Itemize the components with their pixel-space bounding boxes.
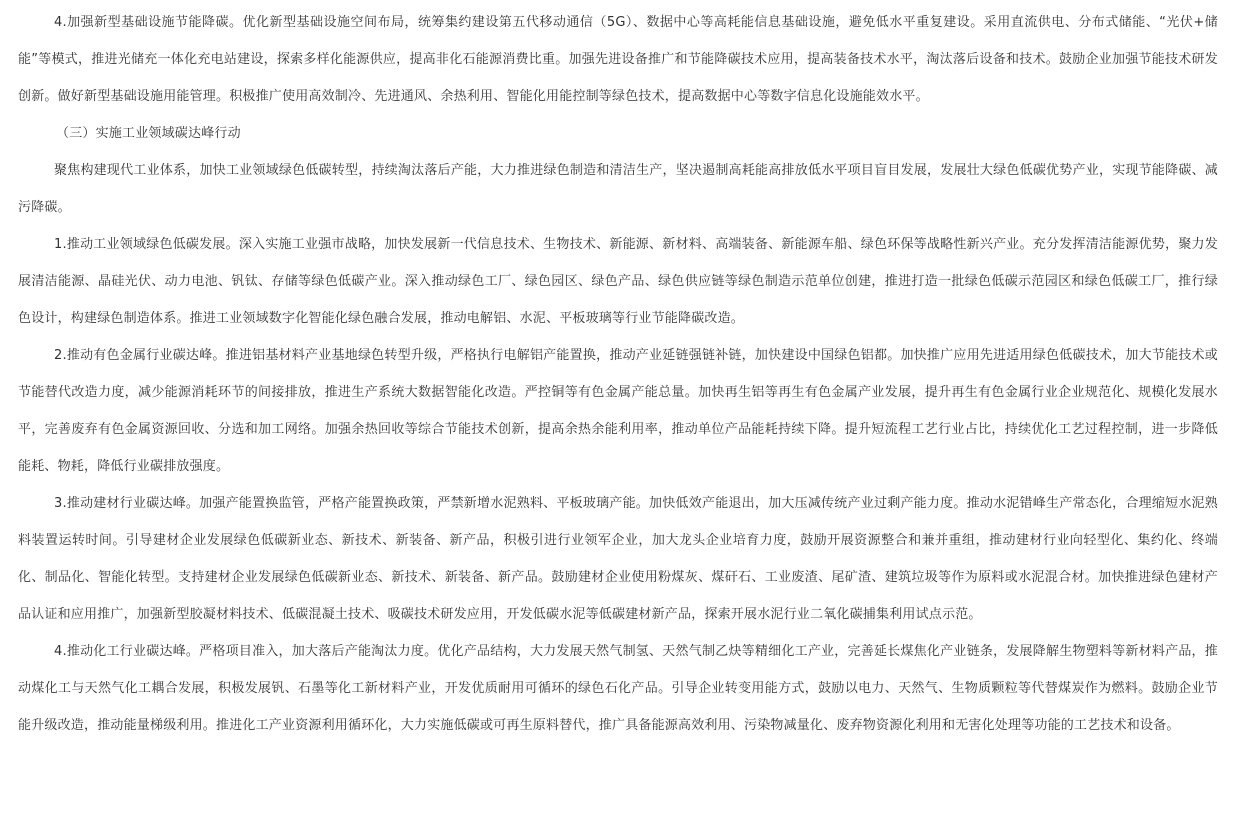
paragraph-new-infrastructure: 4.加强新型基础设施节能降碳。优化新型基础设施空间布局，统筹集约建设第五代移动通信（5G）、数据中心等高耗能信息基础设施，避免低水平重复建设。采用直流供电、分布式储能、“光伏+储能”等模式，推进光储充一体化充电站建设，探索多样化能源供应，提高非化石能源消费比重。加强先进设备推广和节能降碳技术应用，提高装备技术水平，淘汰落后设备和技术。鼓励企业加强节能技术研发创新。做好新型基础设施用能管理。积极推广使用高效制冷、先进通风、余热利用、智能化用能控制等绿色技术，提高数据中心等数字信息化设施能效水平。 <box>18 15 1218 104</box>
section-heading-industry: （三）实施工业领域碳达峰行动 <box>56 126 241 141</box>
article-body <box>18 4 1218 744</box>
paragraph-chemical-industry: 4.推动化工行业碳达峰。严格项目准入，加大落后产能淘汰力度。优化产品结构，大力发展天然气制氢、天然气制乙炔等精细化工产业，完善延长煤焦化产业链条，发展降解生物塑料等新材料产品，推动煤化工与天然气化工耦合发展，积极发展钒、石墨等化工新材料产业，开发优质耐用可循环的绿色石化产品。引导企业转变用能方式，鼓励以电力、天然气、生物质颗粒等代替煤炭作为燃料。鼓励企业节能升级改造，推动能量梯级利用。推进化工产业资源利用循环化，大力实施低碳或可再生原料替代，推广具备能源高效利用、污染物减量化、废弃物资源化利用和无害化处理等功能的工艺技术和设备。 <box>18 644 1218 733</box>
paragraph-nonferrous-metals: 2.推动有色金属行业碳达峰。推进铝基材料产业基地绿色转型升级，严格执行电解铝产能置换，推动产业延链强链补链，加快建设中国绿色铝都。加快推广应用先进适用绿色低碳技术，加大节能技术或节能替代改造力度，减少能源消耗环节的间接排放，推进生产系统大数据智能化改造。严控铜等有色金属产能总量。加快再生铝等再生有色金属产业发展，提升再生有色金属行业企业规范化、规模化发展水平，完善废弃有色金属资源回收、分选和加工网络。加强余热回收等综合节能技术创新，提高余热余能利用率，推动单位产品能耗持续下降。提升短流程工艺行业占比，持续优化工艺过程控制，进一步降低能耗、物耗，降低行业碳排放强度。 <box>18 348 1218 474</box>
paragraph-building-materials: 3.推动建材行业碳达峰。加强产能置换监管，严格产能置换政策，严禁新增水泥熟料、平板玻璃产能。加快低效产能退出，加大压减传统产业过剩产能力度。推动水泥错峰生产常态化，合理缩短水泥熟料装置运转时间。引导建材企业发展绿色低碳新业态、新技术、新装备、新产品，积极引进行业领军企业，加大龙头企业培育力度，鼓励开展资源整合和兼并重组，推动建材行业向轻型化、集约化、终端化、制品化、智能化转型。支持建材企业发展绿色低碳新业态、新技术、新装备、新产品。鼓励建材企业使用粉煤灰、煤矸石、工业废渣、尾矿渣、建筑垃圾等作为原料或水泥混合材。加快推进绿色建材产品认证和应用推广，加强新型胶凝材料技术、低碳混凝土技术、吸碳技术研发应用，开发低碳水泥等低碳建材新产品，探索开展水泥行业二氧化碳捕集利用试点示范。 <box>18 496 1218 622</box>
paragraph-industry-green: 1.推动工业领域绿色低碳发展。深入实施工业强市战略，加快发展新一代信息技术、生物技术、新能源、新材料、高端装备、新能源车船、绿色环保等战略性新兴产业。充分发挥清洁能源优势，聚力发展清洁能源、晶硅光伏、动力电池、钒钛、存储等绿色低碳产业。深入推动绿色工厂、绿色园区、绿色产品、绿色供应链等绿色制造示范单位创建，推进打造一批绿色低碳示范园区和绿色低碳工厂，推行绿色设计，构建绿色制造体系。推进工业领域数字化智能化绿色融合发展，推动电解铝、水泥、平板玻璃等行业节能降碳改造。 <box>18 237 1218 326</box>
paragraph-industry-intro: 聚焦构建现代工业体系，加快工业领域绿色低碳转型，持续淘汰落后产能，大力推进绿色制造和清洁生产，坚决遏制高耗能高排放低水平项目盲目发展，发展壮大绿色低碳优势产业，实现节能降碳、减污降碳。 <box>18 163 1218 215</box>
